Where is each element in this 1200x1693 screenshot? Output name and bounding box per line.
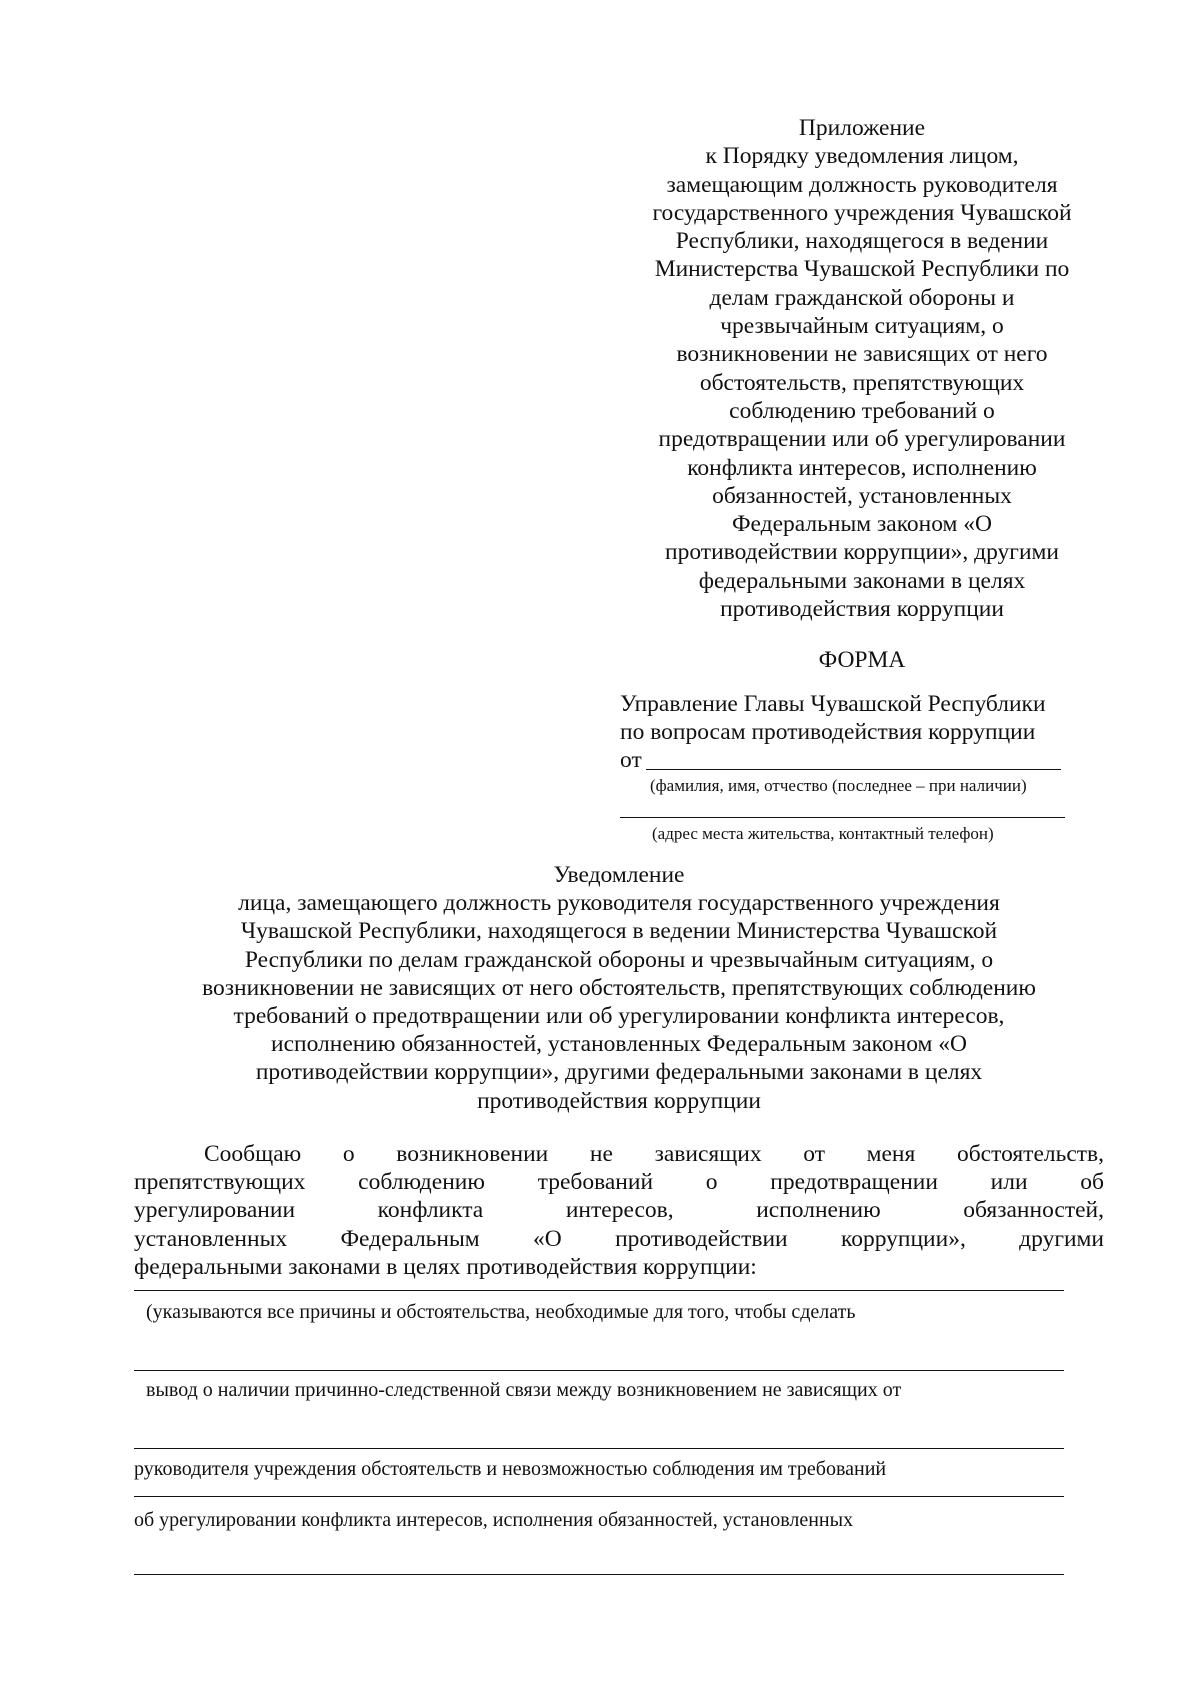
fill-line[interactable] — [134, 1370, 1064, 1371]
notice-line: лица, замещающего должность руководителя государственного учреждения — [238, 890, 1000, 917]
body-line: препятствующих соблюдению требований о предотвращении или об — [134, 1169, 1104, 1196]
appendix-line: конфликта интересов, исполнению — [687, 454, 1037, 481]
fill-caption: об урегулировании конфликта интересов, исполнения обязанностей, установленных — [134, 1509, 854, 1531]
appendix-line: противодействии коррупции», другими — [665, 539, 1059, 566]
notice-title: Уведомление — [553, 862, 685, 888]
fill-line[interactable] — [134, 1290, 1064, 1291]
body-paragraph — [134, 1140, 1104, 1281]
notice-line: противодействии коррупции», другими федеральными законами в целях — [255, 1059, 983, 1086]
appendix-line: предотвращении или об урегулировании — [658, 426, 1066, 453]
appendix-line: федеральными законами в целях — [698, 567, 1026, 594]
appendix-line: обстоятельств, препятствующих — [699, 369, 1025, 396]
appendix-line: возникновении не зависящих от него — [676, 341, 1048, 368]
notice-line: Чувашской Республики, находящегося в ведении Министерства Чувашской — [240, 918, 998, 945]
from-field[interactable] — [620, 746, 1120, 774]
fill-caption: (указываются все причины и обстоятельства, необходимые для того, чтобы сделать — [146, 1301, 856, 1323]
appendix-line: соблюдению требований о — [729, 397, 995, 424]
address-caption: (адрес места жительства, контактный телефон) — [652, 824, 994, 843]
body-line: установленных Федеральным «О противодействии коррупции», другими — [134, 1225, 1104, 1252]
appendix-line: Республики, находящегося в ведении — [675, 228, 1049, 255]
addressee-line: Управление Главы Чувашской Республики — [620, 691, 1046, 717]
appendix-line: противодействия коррупции — [720, 596, 1004, 623]
notice-heading — [120, 861, 1118, 1115]
appendix-line: к Порядку уведомления лицом, — [705, 143, 1019, 170]
body-line: Сообщаю о возникновении не зависящих от меня обстоятельств, — [204, 1141, 1104, 1167]
notice-line: возникновении не зависящих от него обстоятельств, препятствующих соблюдению — [202, 974, 1036, 1001]
form-label: ФОРМА — [818, 647, 906, 673]
fill-line[interactable] — [134, 1448, 1064, 1449]
appendix-line: делам гражданской обороны и — [709, 284, 1015, 311]
addressee-block — [620, 690, 1120, 774]
addressee-line: по вопросам противодействия коррупции — [620, 719, 1036, 745]
from-label: от — [620, 747, 642, 773]
appendix-line: Приложение — [798, 115, 926, 141]
address-field-underline[interactable] — [620, 817, 1065, 818]
appendix-block — [612, 114, 1112, 623]
appendix-line: государственного учреждения Чувашской — [652, 199, 1072, 226]
notice-line: исполнению обязанностей, установленных Федеральным законом «О — [271, 1031, 967, 1058]
body-line: урегулировании конфликта интересов, исполнению обязанностей, — [134, 1197, 1104, 1224]
notice-line: требований о предотвращении или об урегулировании конфликта интересов, — [233, 1003, 1005, 1030]
notice-line: противодействия коррупции — [477, 1087, 761, 1114]
appendix-line: замещающим должность руководителя — [666, 171, 1058, 198]
fill-caption: вывод о наличии причинно-следственной связи между возникновением не зависящих от — [146, 1379, 902, 1401]
notice-line: Республики по делам гражданской обороны и чрезвычайным ситуациям, о — [244, 946, 994, 973]
from-underline — [646, 769, 1061, 770]
appendix-line: чрезвычайным ситуациям, о — [720, 313, 1004, 340]
fill-line[interactable] — [134, 1496, 1064, 1497]
body-line: федеральными законами в целях противодействия коррупции: — [134, 1253, 757, 1280]
appendix-line: Федеральным законом «О — [731, 511, 993, 538]
name-caption: (фамилия, имя, отчество (последнее – при наличии) — [650, 776, 1027, 795]
appendix-line: обязанностей, установленных — [712, 482, 1012, 509]
fill-caption: руководителя учреждения обстоятельств и невозможностью соблюдения им требований — [134, 1458, 887, 1480]
fill-line[interactable] — [134, 1574, 1064, 1575]
appendix-line: Министерства Чувашской Республики по — [654, 256, 1070, 283]
